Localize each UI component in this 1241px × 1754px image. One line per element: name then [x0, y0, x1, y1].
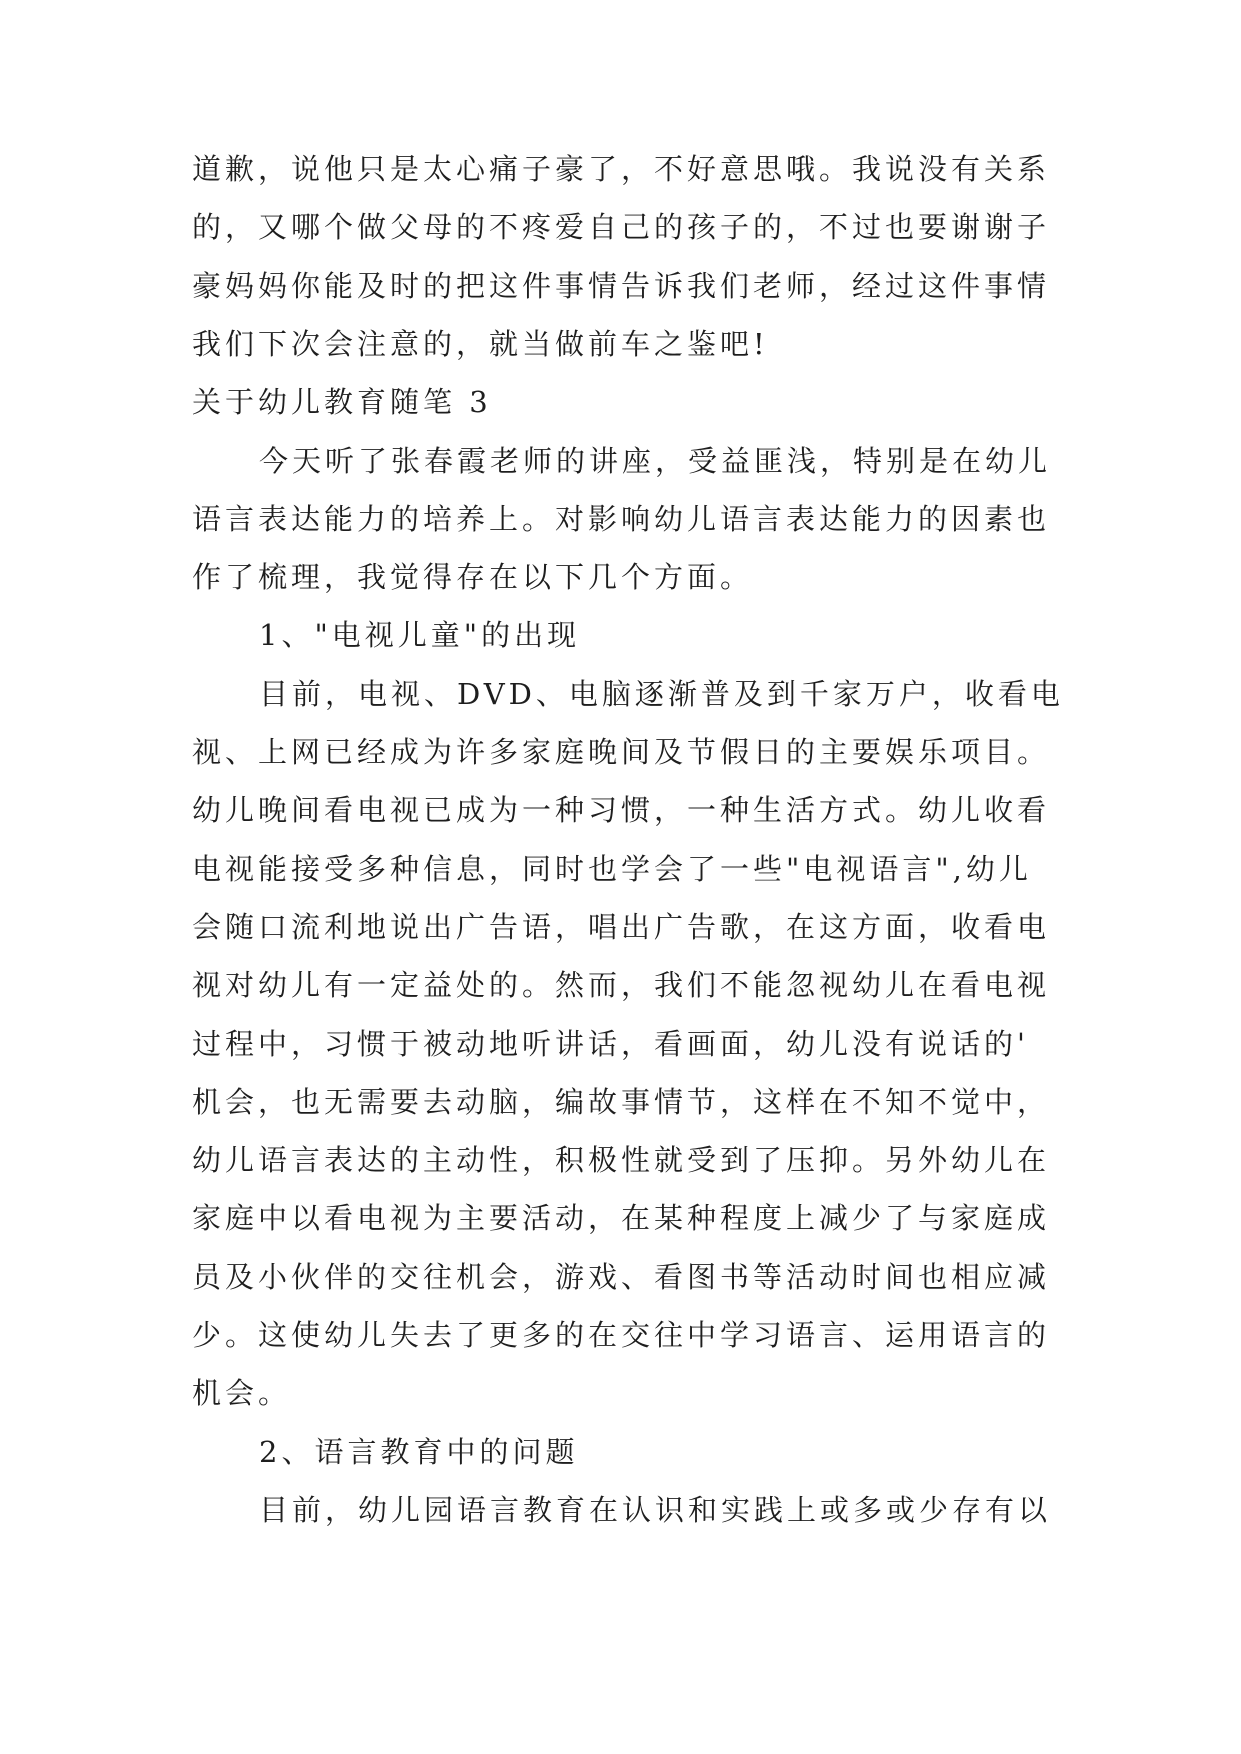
text-line: 幼儿晚间看电视已成为一种习惯，一种生活方式。幼儿收看 [192, 793, 1051, 828]
text-line: 视、上网已经成为许多家庭晚间及节假日的主要娱乐项目。 [192, 735, 1051, 769]
subheading: 2、语言教育中的问题 [259, 1434, 579, 1469]
text-line: 会随口流利地说出广告语，唱出广告歌，在这方面，收看电 [192, 909, 1051, 944]
text-line: 机会。 [192, 1376, 292, 1411]
text-line: 我们下次会注意的，就当做前车之鉴吧! [192, 326, 769, 361]
text-line: 员及小伙伴的交往机会，游戏、看图书等活动时间也相应减 [192, 1259, 1051, 1294]
text-line: 视对幼儿有一定益处的。然而，我们不能忽视幼儿在看电视 [192, 968, 1051, 1003]
text-line: 电视能接受多种信息，同时也学会了一些"电视语言",幼儿 [192, 851, 1032, 886]
text-line: 语言表达能力的培养上。对影响幼儿语言表达能力的因素也 [192, 501, 1051, 536]
text-line: 道歉，说他只是太心痛子豪了，不好意思哦。我说没有关系 [192, 152, 1051, 186]
text-line: 少。这使幼儿失去了更多的在交往中学习语言、运用语言的 [192, 1318, 1051, 1352]
text-line: 幼儿语言表达的主动性，积极性就受到了压抑。另外幼儿在 [192, 1143, 1051, 1178]
section-heading: 关于幼儿教育随笔 3 [192, 385, 492, 420]
subheading: 1、"电视儿童"的出现 [259, 618, 581, 653]
text-line: 作了梳理，我觉得存在以下几个方面。 [192, 560, 754, 595]
text-line: 目前，幼儿园语言教育在认识和实践上或多或少存有以 [259, 1492, 1052, 1527]
text-line: 今天听了张春霞老师的讲座，受益匪浅，特别是在幼儿 [259, 443, 1052, 478]
text-line: 豪妈妈你能及时的把这件事情告诉我们老师，经过这件事情 [192, 268, 1051, 303]
text-line: 过程中，习惯于被动地听讲话，看画面，幼儿没有说话的' [192, 1026, 1029, 1061]
text-line: 目前，电视、DVD、电脑逐渐普及到千家万户，收看电 [259, 676, 1064, 711]
text-line: 的，又哪个做父母的不疼爱自己的孩子的，不过也要谢谢子 [192, 210, 1051, 245]
text-line: 机会，也无需要去动脑，编故事情节，这样在不知不觉中， [192, 1084, 1051, 1119]
text-line: 家庭中以看电视为主要活动，在某种程度上减少了与家庭成 [192, 1201, 1051, 1236]
